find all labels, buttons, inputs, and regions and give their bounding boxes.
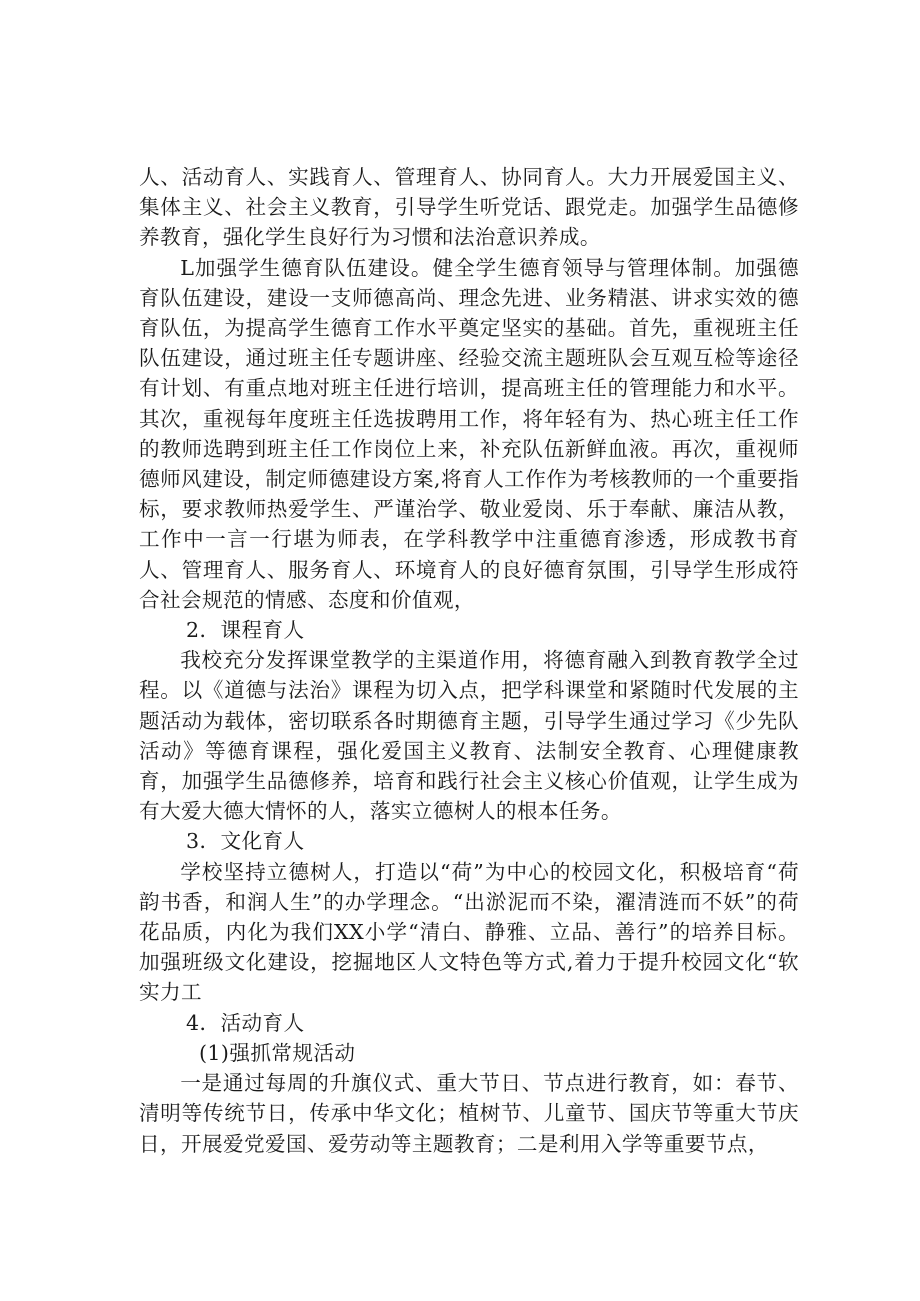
subsection-heading-routine: (1)强抓常规活动 (199, 1040, 356, 1065)
section-heading-curriculum: 2．课程育人 (186, 618, 305, 643)
paragraph-continuation: 人、活动育人、实践育人、管理育人、协同育人。大力开展爱国主义、集体主义、社会主义教育，引导学生听党话、跟党走。加强学生品德修养教育，强化学生良好行为习惯和法治意识养成。 (139, 165, 799, 250)
paragraph-moral-team: L加强学生德育队伍建设。健全学生德育领导与管理体制。加强德育队伍建设，建设一支师德高尚、理念先进、业务精湛、讲求实效的德育队伍，为提高学生德育工作水平奠定坚实的基础。首先，重视班主任队伍建设，通过班主任专题讲座、经验交流主题班队会互观互检等途径有计划、有重点地对班主任进行培训，提高班主任的管理能力和水平。其次，重视每年度班主任选拔聘用工作，将年轻有为、热心班主任工作的教师选聘到班主任工作岗位上来，补充队伍新鲜血液。再次，重视师德师风建设，制定师德建设方案,将育人工作作为考核教师的一个重要指标，要求教师热爱学生、严谨治学、敬业爱岗、乐于奉献、廉洁从教，工作中一言一行堪为师表，在学科教学中注重德育渗透，形成教书育人、管理育人、服务育人、环境育人的良好德育氛围，引导学生形成符合社会规范的情感、态度和价值观， (139, 255, 799, 612)
document-body (139, 162, 799, 1159)
section-heading-culture: 3．文化育人 (186, 829, 305, 854)
paragraph-curriculum: 我校充分发挥课堂教学的主渠道作用，将德育融入到教育教学全过程。以《道德与法治》课程为切入点，把学科课堂和紧随时代发展的主题活动为载体，密切联系各时期德育主题，引导学生通过学习《少先队活动》等德育课程，强化爱国主义教育、法制安全教育、心理健康教育，加强学生品德修养，培育和践行社会主义核心价值观，让学生成为有大爱大德大情怀的人，落实立德树人的根本任务。 (139, 648, 799, 824)
paragraph-culture: 学校坚持立德树人，打造以“荷”为中心的校园文化，积极培育“荷韵书香，和润人生”的办学理念。“出淤泥而不染，濯清涟而不妖”的荷花品质，内化为我们XX小学“清白、静雅、立品、善行”的培养目标。加强班级文化建设，挖掘地区人文特色等方式,着力于提升校园文化“软实力工 (139, 859, 799, 1005)
section-heading-activity: 4．活动育人 (186, 1010, 305, 1035)
paragraph-routine: 一是通过每周的升旗仪式、重大节日、节点进行教育，如：春节、清明等传统节日，传承中华文化；植树节、儿童节、国庆节等重大节庆日，开展爱党爱国、爱劳动等主题教育；二是利用入学等重要节点， (139, 1071, 799, 1156)
